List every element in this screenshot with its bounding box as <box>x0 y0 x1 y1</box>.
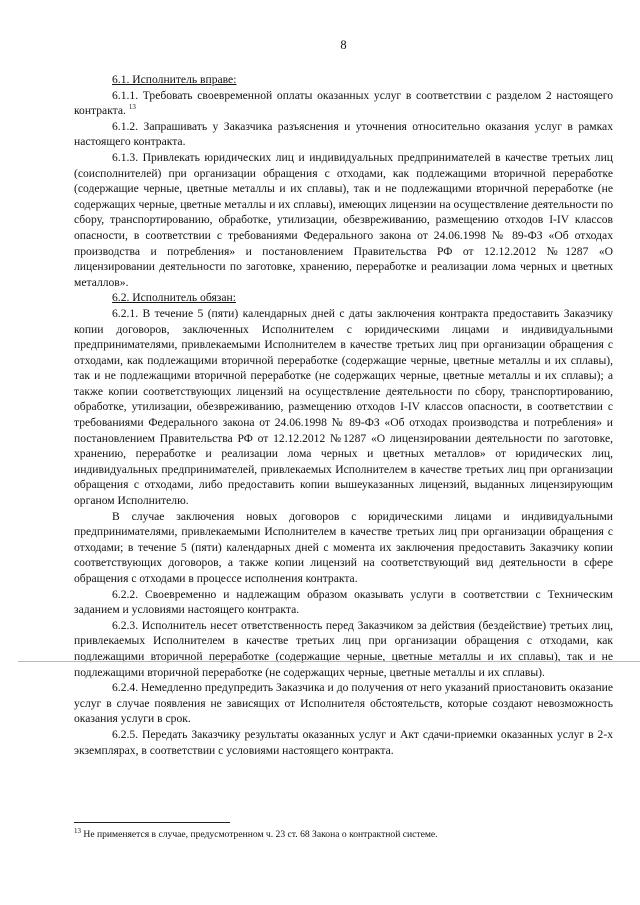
contract-body <box>74 72 613 758</box>
section-heading-6-2: 6.2. Исполнитель обязан: <box>112 291 236 305</box>
footnote-text: Не применяется в случае, предусмотренном ч. 23 ст. 68 Закона о контрактной системе. <box>81 829 438 840</box>
footnote <box>74 826 614 841</box>
clause-6-2-3: 6.2.3. Исполнитель несет ответственность перед Заказчиком за действия (бездействие) третьих лиц, привлекаемых Исполнителем в качестве третьих лиц при организации обращения с отходами, как подлежащими вторичной переработке (содержащие черные, цветные металлы и их сплавы), так и не подлежащими вторичной переработке (не содержащих черные, цветные металлы и их сплавы). <box>74 618 613 679</box>
clause-6-2-5: 6.2.5. Передать Заказчику результаты оказанных услуг и Акт сдачи-приемки оказанных услуг в 2-х экземплярах, в соответствии с условиями настоящего контракта. <box>74 727 613 757</box>
footnote-mark: 13 <box>74 826 81 835</box>
clause-6-2-4: 6.2.4. Немедленно предупредить Заказчика и до получения от него указаний приостановить оказание услуг в случае появления не зависящих от Исполнителя обстоятельств, которые создают невозможность оказания услуги в срок. <box>74 681 613 726</box>
section-heading-6-1: 6.1. Исполнитель вправе: <box>112 73 237 86</box>
clause-6-2-1-continued: В случае заключения новых договоров с юридическими лицами и индивидуальными предпринимателями, привлекаемыми Исполнителем в качестве третьих лиц при организации обращения с отходами; в течение 5 (пяти) календарных дней с момента их заключения предоставить Заказчику копии соответствующих договоров, а также копии лицензий на соответствующий вид деятельности в сфере обращения с отходами в процессе исполнения контракта. <box>74 509 613 585</box>
page-number: 8 <box>340 38 347 52</box>
clause-6-1-1: 6.1.1. Требовать своевременной оплаты оказанных услуг в соответствии с разделом 2 настоящего контракта. $^{13}$ <box>74 88 613 118</box>
clause-6-1-3: 6.1.3. Привлекать юридических лиц и индивидуальных предпринимателей в качестве третьих лиц (соисполнителей) при организации обращения с отходами, как подлежащими вторичной переработке (содержащие черные, цветные металлы и их сплавы), так и не подлежащими вторичной переработке (не содержащих черные, цветные металлы и их сплавы), имеющих лицензии на осуществление деятельности по сбору, транспортированию, обработке, утилизации, обезвреживанию, размещению отходов I-IV классов опасности, в соответствии с требованиями Федерального закона от 24.06.1998 № 89-ФЗ «Об отходах производства и потребления» и постановлением Правительства РФ от 12.12.2012 №1287 «О лицензировании деятельности по заготовке, хранению, переработке и реализации лома черных и цветных металлов». <box>74 150 613 289</box>
clause-6-2-2: 6.2.2. Своевременно и надлежащим образом оказывать услуги в соответствии с Техническим заданием и условиями настоящего контракта. <box>74 587 613 617</box>
clause-6-1-2: 6.1.2. Запрашивать у Заказчика разъяснения и уточнения относительно оказания услуг в рамках настоящего контракта. <box>74 119 613 149</box>
scan-artifact-line <box>18 661 640 662</box>
footnote-divider <box>74 822 230 823</box>
clause-6-2-1: 6.2.1. В течение 5 (пяти) календарных дней с даты заключения контракта предоставить Заказчику копии договоров, заключенных Исполнителем с юридическими лицами и индивидуальными предпринимателями, привлекаемыми Исполнителем в качестве третьих лиц при организации обращения с отходами, как подлежащими вторичной переработке (содержащие черные, цветные металлы и их сплавы), так и не подлежащими вторичной переработке (не содержащих черные, цветные металлы и их сплавы); а также копии соответствующих лицензий на осуществление деятельности по сбору, транспортированию, обработке, утилизации, обезвреживанию, размещению отходов I-IV классов опасности, в соответствии с требованиями Федерального закона от 24.06.1998 № 89-ФЗ «Об отходах производства и потребления» и постановлением Правительства РФ от 12.12.2012 №1287 «О лицензировании деятельности по заготовке, хранению, переработке и реализации лома черных и цветных металлов» от юридических лиц, индивидуальных предпринимателей, привлекаемых Исполнителем в качестве третьих лиц при организации обращения с отходами, либо предоставить копии вышеуказанных лицензий, выданных лицензирующим органом Исполнителю. <box>74 306 613 508</box>
footnote-reference: 13 <box>128 103 136 112</box>
